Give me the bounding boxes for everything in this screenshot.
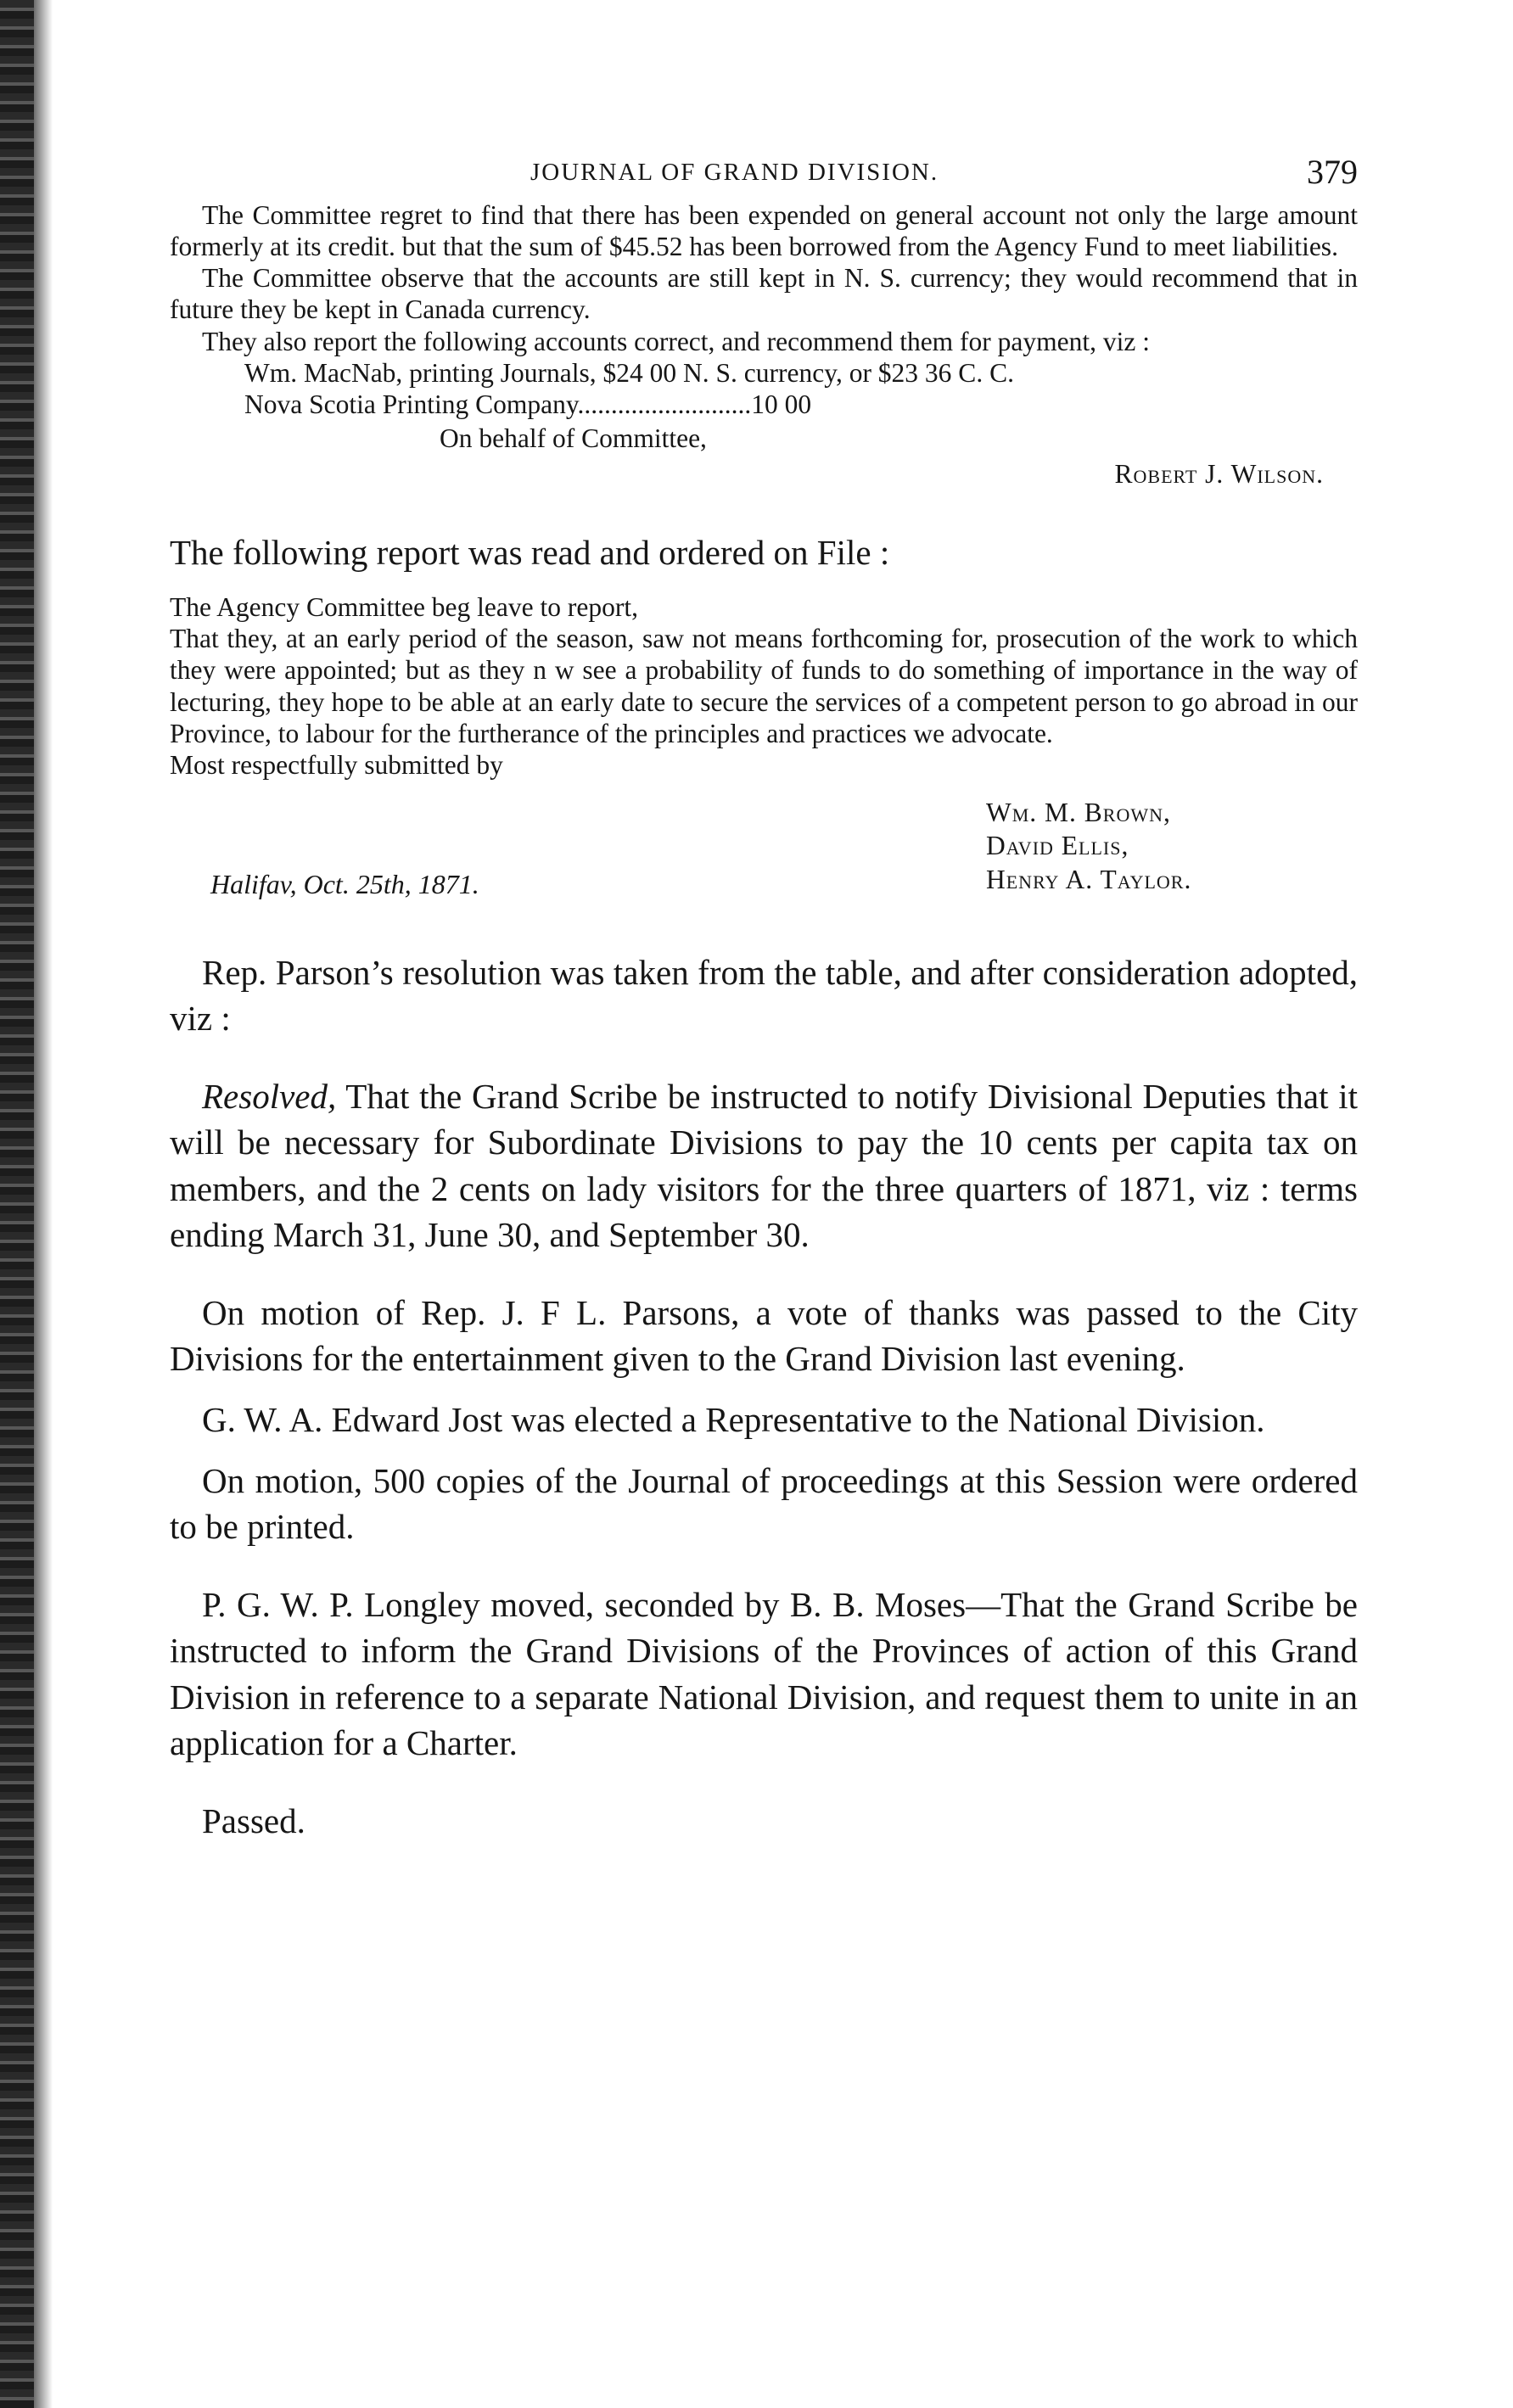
committee-paragraph-3: They also report the following accounts correct, and recommend them for payment, viz :	[202, 326, 1150, 356]
committee-paragraph-1: The Committee regret to find that there has been expended on general account not only the large amount formerly at its credit. but that the sum of $45.52 has been borrowed from the Agency Fund to meet liabilities.	[170, 200, 1358, 262]
journal-copies-motion: On motion, 500 copies of the Journal of proceedings at this Session were ordered to be printed.	[170, 1461, 1358, 1547]
book-binding-edge	[0, 0, 34, 2408]
signature-brown: Wm. M. Brown,	[986, 798, 1171, 828]
submitted-by: Most respectfully submitted by	[170, 749, 503, 780]
signature-taylor: Henry A. Taylor.	[986, 864, 1192, 894]
committee-signature: Robert J. Wilson.	[1114, 459, 1324, 490]
agency-paragraph-2: That they, at an early period of the season, saw not means forthcoming for, prosecution of the work to which they were appointed; but as they n w see a probability of funds to do something of importance in the way of lecturing, they hope to be able at an early date to secure the services of a competent person to go abroad in our Province, to labour for the furtherance of the principles and practices we advocate.	[170, 624, 1358, 748]
dateline: Halifav, Oct. 25th, 1871.	[210, 869, 479, 900]
on-behalf-line: On behalf of Committee,	[440, 423, 707, 454]
running-title: JOURNAL OF GRAND DIVISION.	[530, 159, 939, 186]
journal-page	[170, 148, 1358, 2312]
resolved-word: Resolved,	[202, 1077, 337, 1117]
representative-election: G. W. A. Edward Jost was elected a Representative to the National Division.	[202, 1400, 1265, 1440]
longley-motion: P. G. W. P. Longley moved, seconded by B. B. Moses—That the Grand Scribe be instructed to inform the Grand Divisions of the Provinces of action of this Grand Division in reference to a separate National Division, and request them to unite in an application for a Charter.	[170, 1585, 1358, 1762]
resolution-intro: Rep. Parson’s resolution was taken from the table, and after consideration adopted, viz :	[170, 953, 1358, 1039]
signature-ellis: David Ellis,	[986, 831, 1129, 861]
account-item-macnab: Wm. MacNab, printing Journals, $24 00 N. S. currency, or $23 36 C. C.	[244, 357, 1014, 388]
committee-report	[170, 199, 1358, 490]
vote-of-thanks: On motion of Rep. J. F L. Parsons, a vote of thanks was passed to the City Divisions for the entertainment given to the Grand Division last evening.	[170, 1292, 1358, 1378]
committee-paragraph-2: The Committee observe that the accounts are still kept in N. S. currency; they would recommend that in future they be kept in Canada currency.	[170, 263, 1358, 325]
account-item-printing-company: Nova Scotia Printing Company..........................10 00	[244, 389, 812, 419]
resolution-text	[170, 1073, 1358, 1257]
agency-paragraph-1: The Agency Committee beg leave to report,	[170, 592, 638, 623]
page-number: 379	[1307, 153, 1358, 191]
agency-report	[170, 532, 1358, 900]
running-head	[170, 148, 1358, 199]
agency-report-lead: The following report was read and ordered on File :	[170, 533, 890, 573]
resolution-body: That the Grand Scribe be instructed to notify Divisional Deputies that it will be necessary for Subordinate Divisions to pay the 10 cents per capita tax on members, and the 2 cents on lady visitors for the three quarters of 1871, viz : terms ending March 31, June 30, and September 30.	[170, 1077, 1358, 1254]
proceedings	[170, 949, 1358, 1844]
passed-line: Passed.	[202, 1800, 305, 1840]
binding-shadow	[34, 0, 53, 2408]
